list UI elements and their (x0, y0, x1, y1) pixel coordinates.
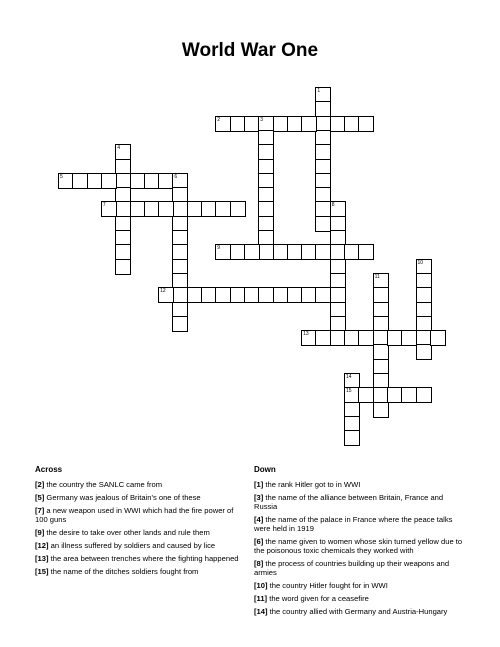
grid-cell[interactable] (344, 430, 360, 446)
down-clue: [14] the country allied with Germany and Austria-Hungary (254, 607, 448, 616)
clue-number: 11 (374, 273, 380, 280)
down-clue: [3] the name of the alliance between Britain, France and Russia (254, 493, 444, 511)
grid-cell[interactable] (358, 330, 374, 346)
grid-cell[interactable] (358, 387, 374, 403)
clue-number: 10 (417, 259, 424, 266)
clue-number: 1 (317, 88, 321, 94)
across-heading: Across (35, 465, 63, 474)
grid-cell[interactable] (101, 201, 117, 217)
grid-cell[interactable] (430, 330, 446, 346)
down-clue: [10] the country Hitler fought for in WWI (254, 581, 388, 590)
across-clue-list (35, 480, 245, 580)
down-heading: Down (254, 465, 276, 474)
grid-cell[interactable] (301, 116, 317, 132)
clue-number: 15 (346, 388, 352, 395)
grid-cell[interactable] (244, 244, 260, 260)
grid-cell[interactable] (101, 173, 117, 189)
across-clue: [13] the area between trenches where the fighting happened (35, 554, 239, 563)
grid-cell[interactable] (315, 244, 331, 260)
grid-cell[interactable] (416, 344, 432, 360)
clue-number: 8 (331, 202, 335, 209)
down-clue: [1] the rank Hitler got to in WWI (254, 480, 361, 489)
down-clue: [8] the process of countries building up their weapons and armies (254, 559, 450, 577)
clue-number: 5 (60, 173, 63, 180)
clue-number: 13 (303, 331, 309, 338)
down-clue: [6] the name given to women whose skin turned yellow due to the poisonous toxic chemicals they worked with (254, 537, 463, 555)
clue-number: 7 (102, 202, 106, 209)
grid-cell[interactable] (172, 316, 188, 332)
across-clue: [9] the desire to take over other lands and rule them (35, 528, 210, 537)
grid-cell[interactable] (315, 287, 331, 303)
across-clue: [2] the country the SANLC came from (35, 480, 163, 489)
grid-cell[interactable] (358, 244, 374, 260)
clue-number: 4 (117, 145, 120, 152)
clue-number: 12 (160, 288, 166, 295)
clue-number: 2 (217, 116, 221, 123)
across-clue: [5] Germany was jealous of Britain's one of these (35, 493, 201, 502)
grid-cell[interactable] (158, 201, 174, 217)
down-clue: [4] the name of the palace in France where the peace talks were held in 1919 (254, 515, 453, 533)
clue-number: 6 (174, 173, 178, 180)
across-clue: [15] the name of the ditches soldiers fought from (35, 567, 199, 576)
clue-number: 9 (217, 245, 221, 252)
grid-cell[interactable] (416, 387, 432, 403)
grid-cell[interactable] (158, 287, 174, 303)
grid-cell[interactable] (358, 116, 374, 132)
grid-cell[interactable] (230, 201, 246, 217)
across-clue: [12] an illness suffered by soldiers and caused by lice (35, 541, 216, 550)
clue-number: 3 (260, 116, 263, 123)
puzzle-title: World War One (181, 40, 319, 61)
clue-number: 14 (346, 374, 352, 380)
grid-cell[interactable] (401, 330, 417, 346)
down-clue-list (254, 480, 464, 620)
down-clue: [11] the word given for a ceasefire (254, 594, 369, 603)
grid-cell[interactable] (115, 259, 131, 275)
grid-cell[interactable] (373, 402, 389, 418)
across-clue: [7] a new weapon used in WWI which had the fire power of 100 guns (35, 506, 234, 524)
